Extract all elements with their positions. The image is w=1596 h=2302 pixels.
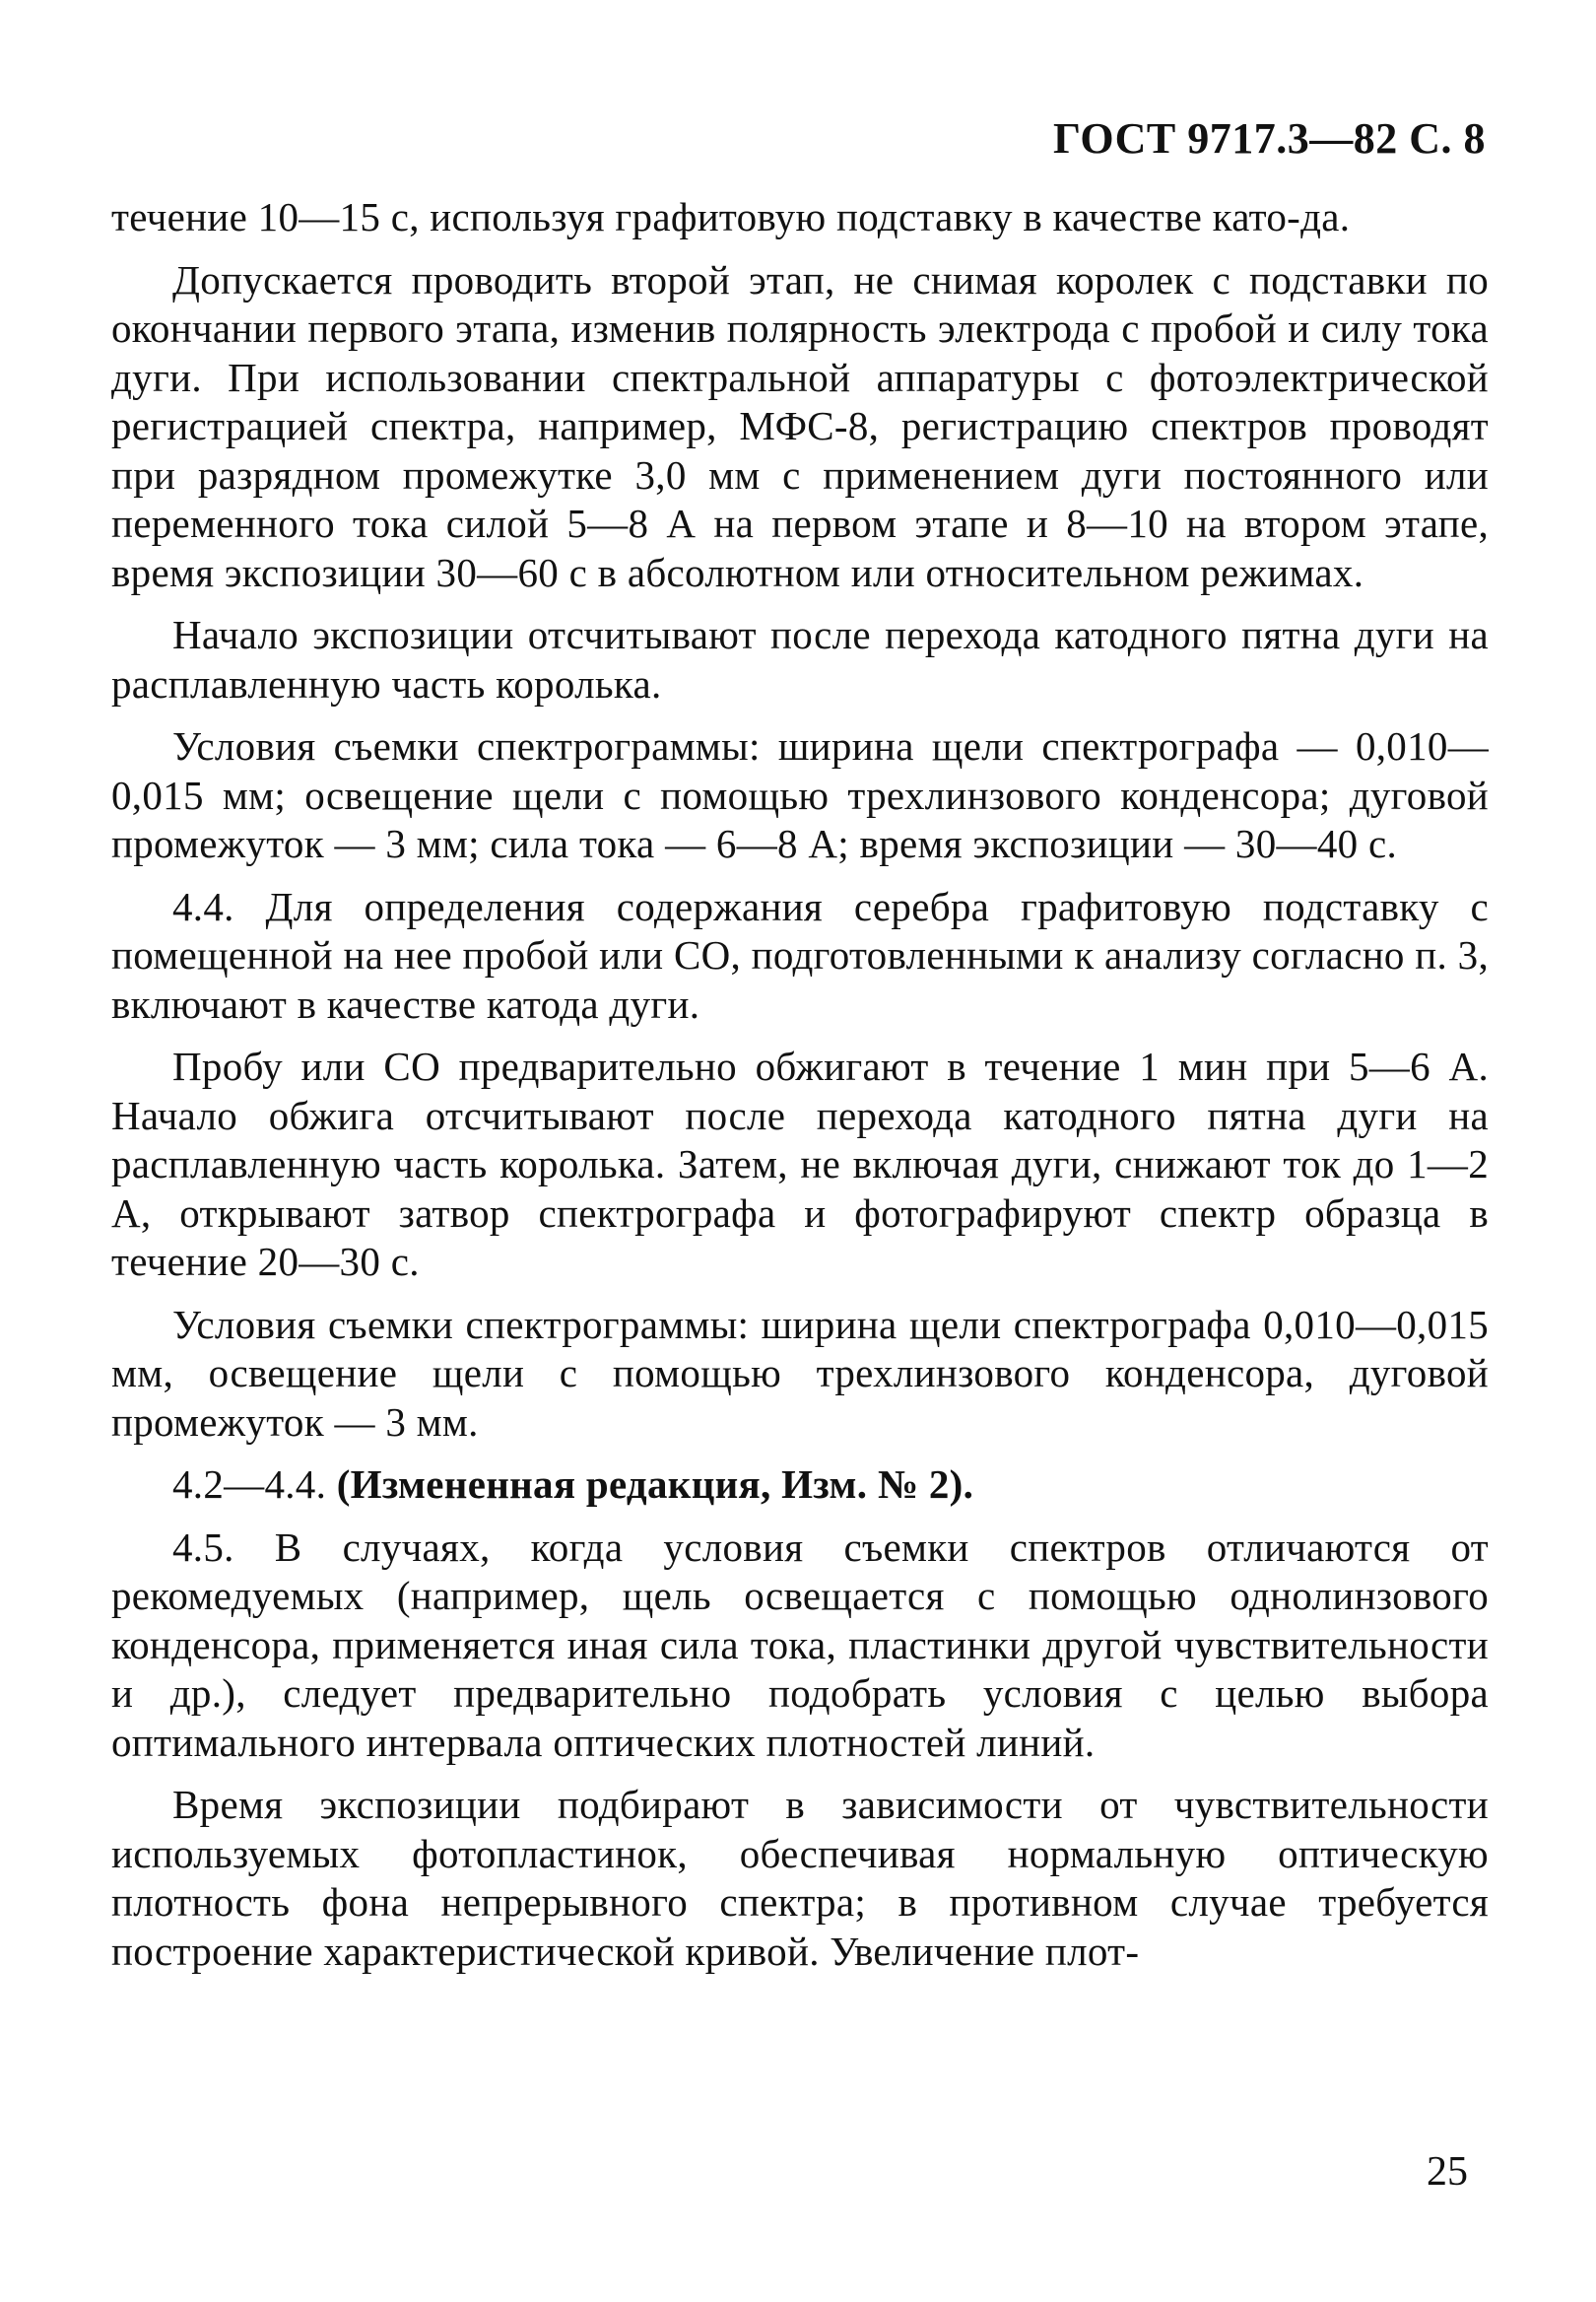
amendment-bold: (Измененная редакция, Изм. № 2). <box>336 1461 974 1507</box>
document-body <box>111 193 1489 1976</box>
paragraph-section-4-5: 4.5. В случаях, когда условия съемки спектров отличаются от рекомедуемых (например, щель освещается с помощью однолинзового конденсора, применяется иная сила тока, пластинки другой чувствительности и др.), следует предварительно подобрать условия с целью выбора оптимального интервала оптических плотностей линий. <box>111 1523 1489 1765</box>
paragraph-amendment-note <box>111 1460 1489 1510</box>
paragraph-shooting-conditions-2: Условия съемки спектрограммы: ширина щели спектрографа 0,010—0,015 мм, освещение щели с помощью трехлинзового конденсора, дуговой промежуток — 3 мм. <box>111 1301 1489 1445</box>
paragraph-exposure-start: Начало экспозиции отсчитывают после перехода катодного пятна дуги на расплавленную часть королька. <box>111 612 1489 707</box>
paragraph-preburn: Пробу или СО предварительно обжигают в течение 1 мин при 5—6 А. Начало обжига отсчитывают после перехода катодного пятна дуги на расплавленную часть королька. Затем, не включая дуги, снижают ток до 1—2 А, открывают затвор спектрографа и фотографируют спектр образца в течение 20—30 с. <box>111 1044 1489 1284</box>
page-number: 25 <box>1427 2149 1468 2195</box>
amendment-prefix: 4.2—4.4. <box>172 1461 337 1507</box>
paragraph-section-4-4: 4.4. Для определения содержания серебра графитовую подставку с помещенной на нее пробой или СО, подготовленными к анализу согласно п. 3, включают в качестве катода дуги. <box>111 883 1489 1027</box>
paragraph-exposure-time: Время экспозиции подбирают в зависимости от чувствительности используемых фотопластинок, обеспечивая нормальную оптическую плотность фона непрерывного спектра; в противном случае требуется построение характеристической кривой. Увеличение плот- <box>111 1782 1489 1974</box>
paragraph-shooting-conditions-1: Условия съемки спектрограммы: ширина щели спектрографа — 0,010—0,015 мм; освещение щели с помощью трехлинзового конденсора; дуговой промежуток — 3 мм; сила тока — 6—8 А; время экспозиции — 30—40 с. <box>111 723 1489 866</box>
paragraph-continuation: течение 10—15 с, используя графитовую подставку в качестве като-да. <box>111 194 1351 239</box>
page-header: ГОСТ 9717.3—82 С. 8 <box>1052 114 1486 163</box>
paragraph-second-stage: Допускается проводить второй этап, не снимая королек с подставки по окончании первого этапа, изменив полярность электрода с пробой и силу тока дуги. При использовании спектральной аппаратуры с фотоэлектрической регистрацией спектра, например, МФС-8, регистрацию спектров проводят при разрядном промежутке 3,0 мм с применением дуги постоянного или переменного тока силой 5—8 А на первом этапе и 8—10 на втором этапе, время экспозиции 30—60 с в абсолютном или относительном режимах. <box>111 256 1489 595</box>
